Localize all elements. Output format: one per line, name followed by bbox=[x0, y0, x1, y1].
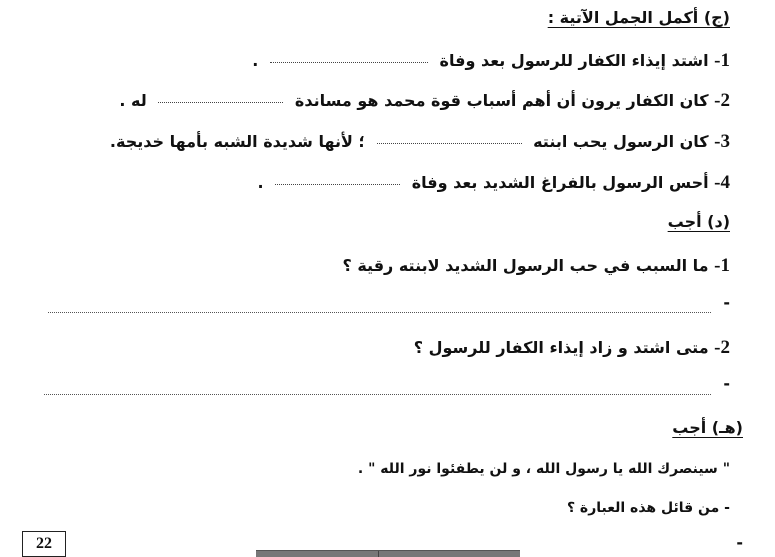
fill-blank[interactable] bbox=[270, 61, 428, 63]
item-number: 1- bbox=[714, 255, 730, 276]
item-text: كان الكفار يرون أن أهم أسباب قوة محمد هو مساندة bbox=[294, 91, 709, 110]
footer-bar bbox=[256, 550, 520, 557]
section-e-heading: (هـ) أجب bbox=[672, 418, 743, 437]
quote-question: - من قائل هذه العبارة ؟ bbox=[566, 500, 730, 516]
fill-item-4 bbox=[257, 172, 730, 194]
item-text-end: له . bbox=[119, 91, 147, 110]
section-c-heading: (ج) أكمل الجمل الآتية : bbox=[547, 8, 730, 27]
fill-blank[interactable] bbox=[377, 142, 522, 144]
answer-line-2[interactable] bbox=[44, 394, 711, 395]
item-number: 2- bbox=[714, 90, 730, 111]
footer-bar-divider bbox=[378, 551, 379, 557]
question-2 bbox=[414, 337, 730, 359]
answer-dash: - bbox=[736, 533, 743, 552]
item-text: أحس الرسول بالفراغ الشديد بعد وفاة bbox=[411, 173, 709, 192]
item-text-end: . bbox=[252, 51, 259, 70]
item-number: 3- bbox=[714, 131, 730, 152]
fill-item-3 bbox=[110, 131, 730, 153]
answer-dash: - bbox=[723, 293, 730, 312]
answer-dash: - bbox=[723, 374, 730, 393]
section-d-heading: (د) أجب bbox=[667, 212, 730, 231]
item-number: 2- bbox=[714, 337, 730, 358]
fill-item-1 bbox=[252, 50, 730, 72]
question-text: ما السبب في حب الرسول الشديد لابنته رقية ؟ bbox=[342, 256, 709, 275]
fill-blank[interactable] bbox=[275, 183, 400, 185]
item-text: كان الرسول يحب ابنته bbox=[533, 132, 709, 151]
item-number: 4- bbox=[714, 172, 730, 193]
item-text-end: . bbox=[257, 173, 264, 192]
quote-text: " سينصرك الله يا رسول الله ، و لن يطفئوا نور الله " . bbox=[357, 461, 730, 477]
item-text-end: ؛ لأنها شديدة الشبه بأمها خديجة. bbox=[109, 132, 365, 151]
question-text: متى اشتد و زاد إيذاء الكفار للرسول ؟ bbox=[413, 338, 709, 357]
fill-blank[interactable] bbox=[158, 101, 283, 103]
question-1 bbox=[342, 255, 730, 277]
page-number: 22 bbox=[22, 531, 66, 557]
answer-line-1[interactable] bbox=[48, 312, 711, 313]
item-number: 1- bbox=[714, 50, 730, 71]
fill-item-2 bbox=[119, 90, 730, 112]
item-text: اشتد إيذاء الكفار للرسول بعد وفاة bbox=[439, 51, 709, 70]
